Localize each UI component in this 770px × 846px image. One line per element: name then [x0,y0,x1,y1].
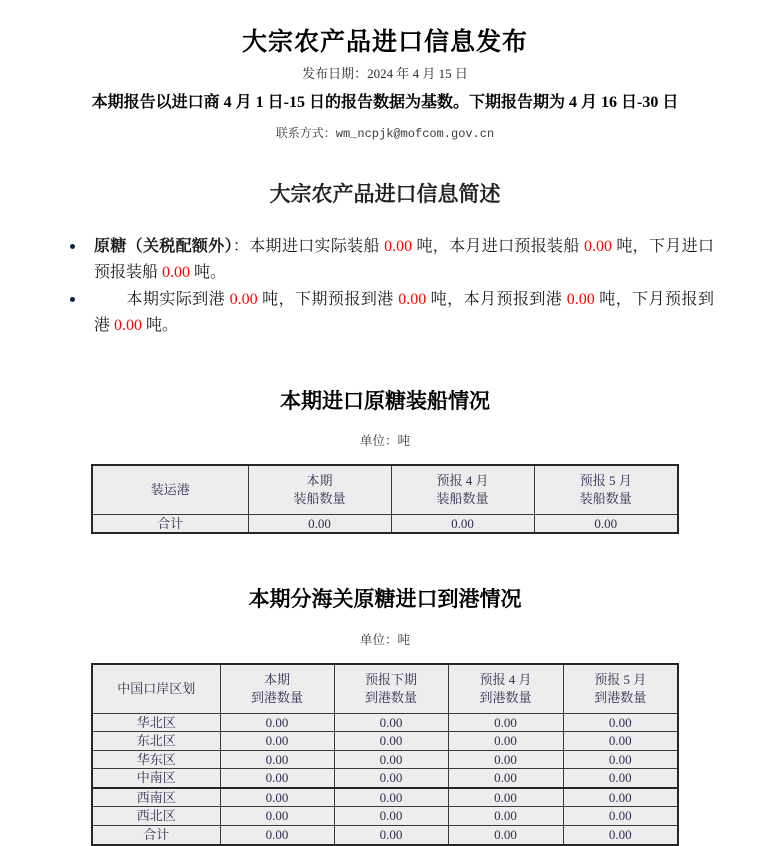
column-header [534,465,678,515]
static-text: 吨。 [142,316,179,334]
table-cell-value: 0.00 [334,825,448,844]
static-text: 本期进口实际装船 [249,237,385,255]
numeric-value: 0.00 [162,263,191,281]
column-header-line2: 到港数量 [479,689,532,705]
table-cell-value: 0.00 [448,769,563,788]
row-label: 东北区 [92,732,220,751]
table-row [92,713,678,732]
column-header-line2: 到港数量 [364,689,417,705]
table-row [92,732,678,751]
arrival-table [91,663,679,846]
table-cell-value: 0.00 [448,750,563,769]
shipment-table-block [0,340,770,535]
static-text: 吨，下月预报到港 [94,290,714,334]
column-header-line1: 预报 4 月 [436,473,489,489]
static-text: 吨，下期预报到港 [257,290,399,308]
table-cell-value: 0.00 [563,825,678,844]
row-label: 西南区 [92,788,220,807]
table-cell-value: 0.00 [448,807,563,826]
table-header-row [92,664,678,714]
column-header-line1: 预报下期 [364,672,417,688]
static-text: 吨，本月预报到港 [426,290,567,308]
publish-date-value: 2024 年 4 月 15 日 [367,66,468,82]
table-row [92,807,678,826]
table-cell-value: 0.00 [334,713,448,732]
table-cell-value: 0.00 [334,732,448,751]
numeric-value: 0.00 [398,290,427,308]
table-cell-value: 0.00 [448,825,563,844]
column-header [391,465,534,515]
row-label: 西北区 [92,807,220,826]
summary-bullet-list [0,208,770,339]
row-label: 中南区 [92,769,220,788]
table-cell-value: 0.00 [220,807,334,826]
publish-date [0,58,770,83]
arrival-table-block [0,534,770,845]
contact-info [0,115,770,143]
table-cell-value: 0.00 [563,713,678,732]
row-label: 华北区 [92,713,220,732]
table-cell-value: 0.00 [534,514,678,533]
publish-date-label: 发布日期： [302,66,368,82]
contact-label: 联系方式： [275,125,336,140]
row-label: 合计 [92,514,248,533]
table-cell-value: 0.00 [248,514,391,533]
column-header-line1: 预报 5 月 [594,672,647,688]
column-header [448,664,563,714]
table-cell-value: 0.00 [448,788,563,807]
table-cell-value: 0.00 [220,713,334,732]
table-cell-value: 0.00 [220,732,334,751]
row-label: 华东区 [92,750,220,769]
table-cell-value: 0.00 [334,788,448,807]
table-cell-value: 0.00 [563,750,678,769]
table-cell-value: 0.00 [448,732,563,751]
table-cell-value: 0.00 [220,788,334,807]
numeric-value: 0.00 [114,316,143,334]
column-header-line2: 装船数量 [579,490,632,506]
bullet-label: 原糖（关税配额外） [94,237,233,255]
table-row [92,514,678,533]
numeric-value: 0.00 [229,290,258,308]
table-cell-value: 0.00 [563,732,678,751]
page-title: 大宗农产品进口信息发布 [241,29,528,56]
column-header [220,664,334,714]
table-row [92,750,678,769]
list-item [0,287,770,339]
column-header-line1: 本期 [306,473,333,489]
column-header [563,664,678,714]
table-header-row [92,465,678,515]
summary-heading: 大宗农产品进口信息简述 [269,181,501,206]
column-header-line2: 装船数量 [293,490,346,506]
column-header [92,465,248,515]
shipment-unit-label: 单位：吨 [359,433,410,448]
report-period-note: 本期报告以进口商 4 月 1 日-15 日的报告数据为基数。下期报告期为 4 月 16 日-30 日 [91,94,679,112]
column-header [92,664,220,714]
table-cell-value: 0.00 [334,807,448,826]
table-row [92,769,678,788]
column-header-line1: 预报 4 月 [479,672,532,688]
table-cell-value: 0.00 [563,769,678,788]
column-header-line1: 中国口岸区划 [117,680,196,696]
column-header-line2: 装船数量 [436,490,489,506]
table-cell-value: 0.00 [220,750,334,769]
column-header [334,664,448,714]
shipment-table-body [92,465,678,534]
static-text: 吨，下月进口预报装船 [94,237,714,281]
column-header-line2: 到港数量 [250,689,303,705]
bullet-label-colon: ： [232,237,250,255]
numeric-value: 0.00 [566,290,595,308]
arrival-table-body [92,664,678,845]
list-item [0,234,770,286]
row-label: 合计 [92,825,220,844]
column-header-line1: 装运港 [150,482,190,498]
table-row [92,788,678,807]
static-text: 吨，本月进口预报装船 [412,237,585,255]
table-cell-value: 0.00 [391,514,534,533]
column-header [248,465,391,515]
table-cell-value: 0.00 [220,769,334,788]
column-header-line1: 预报 5 月 [579,473,632,489]
table-cell-value: 0.00 [563,788,678,807]
static-text: 本期实际到港 [126,290,230,308]
numeric-value: 0.00 [584,237,613,255]
bullet-dot-icon [70,297,75,302]
bullet-dot-icon [70,244,75,249]
table-cell-value: 0.00 [334,769,448,788]
table-cell-value: 0.00 [448,713,563,732]
table-row [92,825,678,844]
table-cell-value: 0.00 [220,825,334,844]
static-text: 吨。 [190,263,227,281]
arrival-unit-label: 单位：吨 [359,632,410,647]
arrival-table-title: 本期分海关原糖进口到港情况 [248,587,522,612]
column-header-line1: 本期 [263,672,290,688]
bullet-text [94,291,714,334]
contact-email: wm_ncpjk@mofcom.gov.cn [335,126,495,141]
table-cell-value: 0.00 [334,750,448,769]
shipment-table [91,464,679,535]
numeric-value: 0.00 [384,237,413,255]
table-cell-value: 0.00 [563,807,678,826]
column-header-line2: 到港数量 [594,689,647,705]
shipment-table-title: 本期进口原糖装船情况 [280,388,490,413]
